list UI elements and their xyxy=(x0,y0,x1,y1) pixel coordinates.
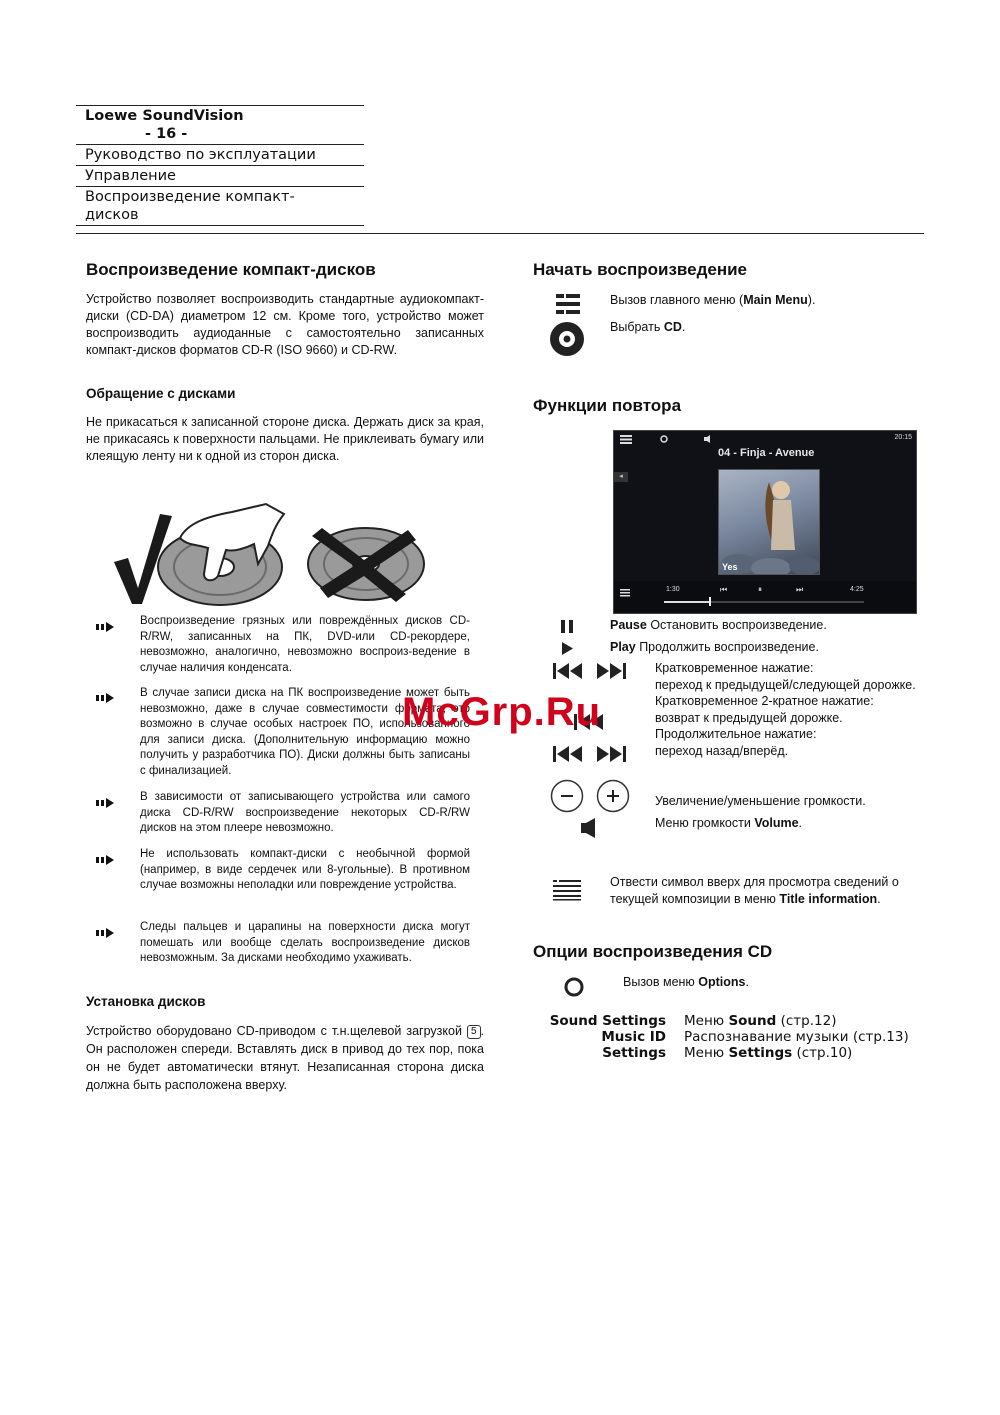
section-title: Управление xyxy=(76,165,364,186)
start-1a: Вызов главного меню ( xyxy=(610,293,744,307)
play-text: Продолжить воспроизведение. xyxy=(635,640,819,654)
install-text-a: Устройство оборудовано CD-приводом с т.н.щелевой загрузкой xyxy=(86,1024,462,1038)
screen-menu-icon xyxy=(620,435,632,444)
album-cover xyxy=(718,469,820,575)
intro-paragraph: Устройство позволяет воспроизводить стандартные аудиокомпакт-диски (CD-DA) диаметром 12 см. Кроме того, устройство может воспроизводить аудиоданные с самостоятельно записанных компакт-дисков форматов CD-R (ISO 9660) и CD-RW. xyxy=(86,292,484,357)
volume-menu-description xyxy=(655,815,802,832)
next-track-icon xyxy=(596,663,626,679)
screen-list-icon xyxy=(620,589,630,597)
header-brand-row xyxy=(76,105,364,144)
pause-label: Pause xyxy=(610,618,647,632)
start-2b: CD xyxy=(663,320,682,334)
skip-description xyxy=(655,660,923,759)
skip-line-5: Продолжительное нажатие: xyxy=(655,727,817,741)
album-art-image xyxy=(719,470,819,574)
options-icon xyxy=(564,977,584,997)
bullet-arrow-icon xyxy=(96,928,118,938)
option-key: Settings xyxy=(602,1045,666,1061)
option-row-music-id xyxy=(540,1029,920,1045)
title-info-list-icon xyxy=(553,879,581,901)
start-1c: ). xyxy=(807,293,816,307)
repeat-title: Функции повтора xyxy=(533,396,682,415)
disc-handling-illustration xyxy=(108,500,430,610)
screen-total: 4:25 xyxy=(850,586,864,593)
option-row-sound xyxy=(540,1013,920,1029)
volume-description: Увеличение/уменьшение громкости. xyxy=(655,794,866,808)
start-2c: . xyxy=(681,320,686,334)
options-list xyxy=(540,1013,920,1061)
option-value xyxy=(684,1045,852,1061)
volmenu-b: Volume xyxy=(754,816,799,830)
option-key: Music ID xyxy=(601,1029,666,1045)
main-menu-icon xyxy=(556,293,580,315)
album-title: Yes xyxy=(722,562,738,572)
document-header xyxy=(76,105,364,226)
option-row-settings xyxy=(540,1045,920,1061)
volmenu-a: Меню громкости xyxy=(655,816,755,830)
info-a: Отвести символ вверх для просмотра сведений о текущей композиции в меню xyxy=(610,875,899,906)
start-step-2 xyxy=(610,319,685,336)
play-icon xyxy=(562,642,573,655)
option-value-b: Sound xyxy=(728,1013,777,1029)
previous-track-icon xyxy=(553,663,583,679)
bullet-text-1: Воспроизведение грязных или повреждённых дисков CD-R/RW, записанных на ПК, DVD-или CD-рекордере, невозможно, аналогично, невозможно воспроиз-ведение в случае наличия конденсата. xyxy=(140,615,470,674)
option-value-a: Меню xyxy=(684,1045,729,1061)
volume-up-icon xyxy=(596,779,630,813)
skip-line-6: переход назад/вперёд. xyxy=(655,743,789,758)
topic-title xyxy=(76,186,364,226)
watermark: McGrp.Ru xyxy=(402,690,602,734)
play-description xyxy=(610,639,819,656)
pause-icon xyxy=(561,620,573,633)
option-key: Sound Settings xyxy=(549,1013,666,1029)
screen-clock: 20:15 xyxy=(894,434,912,441)
info-c: . xyxy=(877,892,881,906)
bullet-arrow-icon xyxy=(96,693,118,703)
bullet-arrow-icon xyxy=(96,855,118,865)
screen-speaker-icon xyxy=(704,435,712,443)
option-value xyxy=(684,1029,909,1045)
screen-progress-fill xyxy=(664,601,710,603)
cd-icon xyxy=(549,321,585,357)
speaker-icon xyxy=(581,818,597,838)
options-c: . xyxy=(745,975,749,989)
volmenu-c: . xyxy=(798,816,803,830)
start-step-1 xyxy=(610,292,815,309)
screen-pause-icon: ⏸ xyxy=(758,585,762,594)
install-paragraph xyxy=(86,1022,484,1094)
topic-line-1: Воспроизведение компакт- xyxy=(85,189,295,205)
player-screen xyxy=(613,430,917,614)
skip-line-3: Кратковременное 2-кратное нажатие: xyxy=(655,694,874,708)
screen-elapsed: 1:30 xyxy=(666,586,680,593)
start-2a: Выбрать xyxy=(610,320,664,334)
screen-next-icon: ⏭ xyxy=(796,585,804,594)
manual-title: Руководство по эксплуатации xyxy=(76,144,364,165)
bullet-text-2: В случае записи диска на ПК воспроизведение может быть невозможно, даже в случае совместимости формата, это возможно в случае особых настроек ПО, использованного для записи диска. (Дополнительную информацию можно получить у разработчика ПО). Диски должны быть записаны с финализацией. xyxy=(140,687,470,777)
option-value-c: (стр.12) xyxy=(776,1013,837,1029)
bullet-text-3: В зависимости от записывающего устройства или самого диска CD-R/RW воспроизведение некоторых CD-R/RW дисков на этом плеере невозможно. xyxy=(140,791,470,834)
left-title: Воспроизведение компакт-дисков xyxy=(86,260,376,279)
fast-forward-icon xyxy=(596,746,626,762)
page-number: - 16 - xyxy=(145,126,188,142)
screen-progress-handle xyxy=(709,597,711,606)
options-description xyxy=(623,974,749,991)
handling-paragraph: Не прикасаться к записанной стороне диска. Держать диск за края, не прикасаясь к поверхности пальцами. Не приклеивать бумагу или клеящую ленту ни к одной из сторон диска. xyxy=(86,415,484,463)
screen-cd-icon xyxy=(660,435,668,443)
skip-line-1: Кратковременное нажатие: xyxy=(655,661,814,675)
topic-line-2: дисков xyxy=(85,207,139,223)
bullet-text-5: Следы пальцев и царапины на поверхности диска могут помешать или вообще сделать воспроизведение дисков невозможным. За дисками необходимо ухаживать. xyxy=(140,921,470,964)
skip-line-2: переход к предыдущей/следующей дорожке. xyxy=(655,677,916,692)
handling-title: Обращение с дисками xyxy=(86,386,236,401)
screen-transport-bar xyxy=(614,581,916,613)
option-value-a: Меню xyxy=(684,1013,729,1029)
screen-track-title: 04 - Finja - Avenue xyxy=(718,447,815,459)
option-value-b: Settings xyxy=(728,1045,793,1061)
bullet-arrow-icon xyxy=(96,622,118,632)
install-title: Установка дисков xyxy=(86,994,206,1009)
bullet-text-4: Не использовать компакт-диски с необычной формой (например, в виде сердечек или 8-угольные). В противном случае возможны неполадки или повреждение устройства. xyxy=(140,848,470,891)
option-value-a: Распознавание музыки (стр.13) xyxy=(684,1029,909,1045)
pause-text: Остановить воспроизведение. xyxy=(646,618,827,632)
rewind-icon xyxy=(553,746,583,762)
install-text-b: . Он расположен спереди. Вставлять диск в привод до тех пор, пока он не будет автоматически втянут. Незаписанная сторона диска должна быть расположена вверху. xyxy=(86,1024,484,1092)
option-value-c: (стр.10) xyxy=(792,1045,853,1061)
bullet-arrow-icon xyxy=(96,798,118,808)
screen-prev-icon: ⏮ xyxy=(720,585,728,594)
options-title: Опции воспроизведения CD xyxy=(533,942,773,961)
brand-name: Loewe SoundVision xyxy=(85,108,244,124)
info-b: Title information xyxy=(779,892,878,906)
options-b: Options xyxy=(698,975,746,989)
pause-description xyxy=(610,617,827,634)
screen-back-tab: ◂ xyxy=(614,472,628,482)
volume-down-icon xyxy=(550,779,584,813)
start-1b: Main Menu xyxy=(743,293,808,307)
title-info-description xyxy=(610,874,924,908)
option-value xyxy=(684,1013,836,1029)
play-label: Play xyxy=(610,640,636,654)
slot-key-badge: 5 xyxy=(467,1025,481,1039)
header-divider xyxy=(76,233,924,234)
skip-line-4: возврат к предыдущей дорожке. xyxy=(655,710,843,725)
start-title: Начать воспроизведение xyxy=(533,260,748,279)
options-a: Вызов меню xyxy=(623,975,699,989)
